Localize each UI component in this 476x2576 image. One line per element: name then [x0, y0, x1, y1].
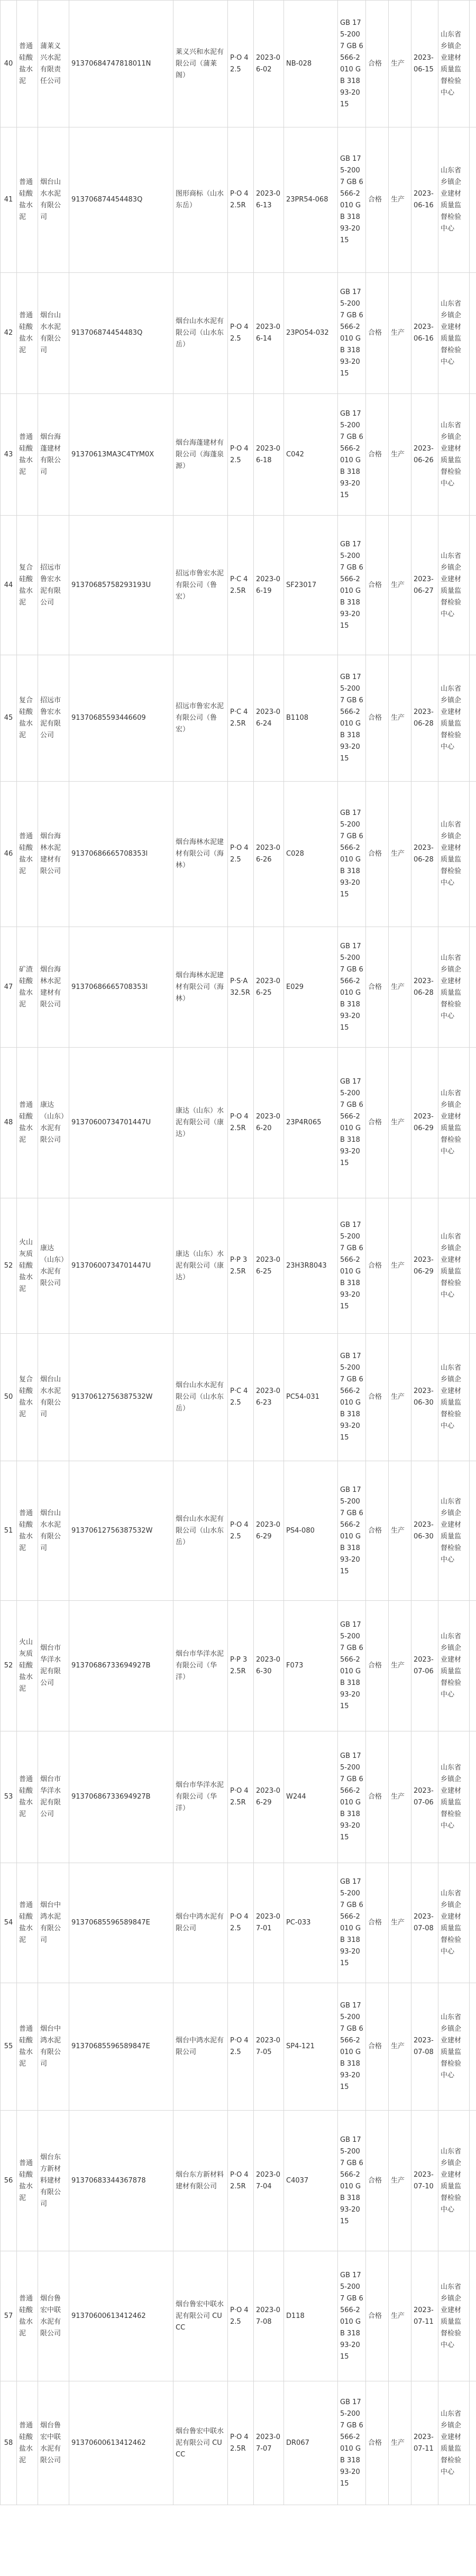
cell-trademark: 烟台海林水泥建材有限公司（海林） [173, 782, 228, 927]
cell-enterprise-name: 烟台山水水泥有限公司 [38, 1461, 69, 1601]
cell-sample-type: 生产 [389, 1334, 411, 1461]
cell-product-category: 普通硅酸盐水泥 [17, 1461, 38, 1601]
cell-trademark: 烟台中鸿水泥有限公司 [173, 1983, 228, 2111]
cell-credit-code: 91370600613412462 [69, 2381, 173, 2505]
cell-enterprise-name: 烟台市华洋水泥有限公司 [38, 1601, 69, 1731]
cell-credit-code: 91370600734701447U [69, 1048, 173, 1198]
cell-row-number: 43 [1, 394, 17, 516]
cell-standard: GB 175-2007 GB 6566-2010 GB 31893-2015 [338, 127, 366, 273]
cell-production-date: 2023-06-25 [254, 927, 284, 1048]
cell-enterprise-name: 烟台海林水泥建材有限公司 [38, 782, 69, 927]
cell-batch-number: PC-033 [284, 1863, 338, 1983]
cell-trademark: 烟台市华洋水泥有限公司（华洋） [173, 1731, 228, 1863]
table-row [1, 1601, 476, 1731]
cell-production-date: 2023-06-26 [254, 782, 284, 927]
cell-trademark: 康达（山东）水泥有限公司（康达） [173, 1048, 228, 1198]
cell-row-number: 40 [1, 1, 17, 127]
cell-publish-date: 2023-06-29 [411, 1198, 438, 1334]
cell-production-date: 2023-07-01 [254, 1863, 284, 1983]
cell-spacer [470, 1601, 476, 1731]
cell-enterprise-name: 烟台中鸿水泥有限公司 [38, 1863, 69, 1983]
cell-standard: GB 175-2007 GB 6566-2010 GB 31893-2015 [338, 1048, 366, 1198]
cell-product-category: 普通硅酸盐水泥 [17, 273, 38, 394]
cell-batch-number: 23PR54-068 [284, 127, 338, 273]
cell-specification: P·O 42.5R [228, 2111, 254, 2251]
cell-publish-date: 2023-06-28 [411, 927, 438, 1048]
cell-row-number: 55 [1, 1983, 17, 2111]
cell-spacer [470, 1048, 476, 1198]
table-row [1, 927, 476, 1048]
cell-product-category: 普通硅酸盐水泥 [17, 2381, 38, 2505]
cell-production-date: 2023-07-07 [254, 2381, 284, 2505]
cell-batch-number: C028 [284, 782, 338, 927]
cell-publish-date: 2023-07-10 [411, 2111, 438, 2251]
cell-product-category: 普通硅酸盐水泥 [17, 1863, 38, 1983]
cell-specification: P·C 42.5 [228, 1334, 254, 1461]
cell-publish-date: 2023-07-08 [411, 1983, 438, 2111]
cell-inspection-org: 山东省乡镇企业建材质量监督检验中心 [438, 2381, 470, 2505]
cell-batch-number: D118 [284, 2251, 338, 2381]
cell-trademark: 烟台山水水泥有限公司（山水东岳） [173, 273, 228, 394]
cell-production-date: 2023-06-23 [254, 1334, 284, 1461]
cell-specification: P·O 42.5 [228, 1863, 254, 1983]
cell-result: 合格 [366, 1334, 389, 1461]
cell-credit-code: 91370686733694927B [69, 1731, 173, 1863]
cell-row-number: 42 [1, 273, 17, 394]
cell-result: 合格 [366, 927, 389, 1048]
cell-production-date: 2023-06-24 [254, 655, 284, 782]
table-row [1, 1198, 476, 1334]
cell-standard: GB 175-2007 GB 6566-2010 GB 31893-2015 [338, 516, 366, 655]
cell-batch-number: NB-028 [284, 1, 338, 127]
cell-credit-code: 91370684747818011N [69, 1, 173, 127]
cell-sample-type: 生产 [389, 1863, 411, 1983]
cell-specification: P·S·A 32.5R [228, 927, 254, 1048]
cell-result: 合格 [366, 2111, 389, 2251]
cell-production-date: 2023-07-08 [254, 2251, 284, 2381]
cell-spacer [470, 127, 476, 273]
cell-batch-number: B1108 [284, 655, 338, 782]
table-row [1, 782, 476, 927]
cell-sample-type: 生产 [389, 655, 411, 782]
cell-publish-date: 2023-07-08 [411, 1863, 438, 1983]
cell-specification: P·P 32.5R [228, 1198, 254, 1334]
cell-enterprise-name: 烟台鲁宏中联水泥有限公司 [38, 2381, 69, 2505]
table-row [1, 655, 476, 782]
cell-inspection-org: 山东省乡镇企业建材质量监督检验中心 [438, 394, 470, 516]
cell-specification: P·O 42.5 [228, 2251, 254, 2381]
cell-result: 合格 [366, 1983, 389, 2111]
cell-specification: P·O 42.5R [228, 127, 254, 273]
cell-batch-number: E029 [284, 927, 338, 1048]
cell-specification: P·O 42.5R [228, 1048, 254, 1198]
cell-row-number: 50 [1, 1334, 17, 1461]
table-row [1, 2381, 476, 2505]
cell-row-number: 51 [1, 1461, 17, 1601]
cell-row-number: 58 [1, 2381, 17, 2505]
cell-row-number: 57 [1, 2251, 17, 2381]
cell-enterprise-name: 烟台山水水泥有限公司 [38, 1334, 69, 1461]
cell-sample-type: 生产 [389, 2251, 411, 2381]
cell-publish-date: 2023-07-11 [411, 2251, 438, 2381]
cell-result: 合格 [366, 127, 389, 273]
cell-specification: P·P 32.5R [228, 1601, 254, 1731]
cell-enterprise-name: 康达（山东）水泥有限公司 [38, 1198, 69, 1334]
cell-production-date: 2023-06-13 [254, 127, 284, 273]
cell-result: 合格 [366, 1, 389, 127]
cell-publish-date: 2023-07-06 [411, 1601, 438, 1731]
cell-batch-number: SP4-121 [284, 1983, 338, 2111]
cell-row-number: 47 [1, 927, 17, 1048]
table-row [1, 516, 476, 655]
cell-credit-code: 91370600613412462 [69, 2251, 173, 2381]
cell-trademark: 烟台山水水泥有限公司（山水东岳） [173, 1334, 228, 1461]
cell-trademark: 烟台海蓬建材有限公司（海蓬泉源） [173, 394, 228, 516]
cell-specification: P·O 42.5 [228, 1461, 254, 1601]
cell-row-number: 46 [1, 782, 17, 927]
cell-enterprise-name: 烟台鲁宏中联水泥有限公司 [38, 2251, 69, 2381]
cell-spacer [470, 1863, 476, 1983]
cell-standard: GB 175-2007 GB 6566-2010 GB 31893-2015 [338, 655, 366, 782]
cell-publish-date: 2023-07-06 [411, 1731, 438, 1863]
table-row [1, 1048, 476, 1198]
cell-result: 合格 [366, 1601, 389, 1731]
cell-trademark: 烟台山水水泥有限公司（山水东岳） [173, 1461, 228, 1601]
cell-sample-type: 生产 [389, 1198, 411, 1334]
cell-enterprise-name: 烟台东方新材料建材有限公司 [38, 2111, 69, 2251]
cell-standard: GB 175-2007 GB 6566-2010 GB 31893-2015 [338, 1601, 366, 1731]
cell-product-category: 复合硅酸盐水泥 [17, 655, 38, 782]
cell-specification: P·O 42.5 [228, 273, 254, 394]
cell-row-number: 52 [1, 1198, 17, 1334]
cell-standard: GB 175-2007 GB 6566-2010 GB 31893-2015 [338, 2111, 366, 2251]
cell-row-number: 45 [1, 655, 17, 782]
cell-product-category: 普通硅酸盐水泥 [17, 2111, 38, 2251]
cell-production-date: 2023-07-05 [254, 1983, 284, 2111]
cell-standard: GB 175-2007 GB 6566-2010 GB 31893-2015 [338, 927, 366, 1048]
cell-trademark: 招远市鲁宏水泥有限公司（鲁宏） [173, 516, 228, 655]
cell-trademark: 烟台中鸿水泥有限公司 [173, 1863, 228, 1983]
cell-row-number: 56 [1, 2111, 17, 2251]
cell-row-number: 53 [1, 1731, 17, 1863]
cell-result: 合格 [366, 2381, 389, 2505]
cell-batch-number: W244 [284, 1731, 338, 1863]
cell-trademark: 烟台鲁宏中联水泥有限公司 CUCC [173, 2251, 228, 2381]
cell-production-date: 2023-06-20 [254, 1048, 284, 1198]
cell-inspection-org: 山东省乡镇企业建材质量监督检验中心 [438, 127, 470, 273]
cell-publish-date: 2023-06-26 [411, 394, 438, 516]
cell-product-category: 复合硅酸盐水泥 [17, 1334, 38, 1461]
cell-inspection-org: 山东省乡镇企业建材质量监督检验中心 [438, 782, 470, 927]
cell-inspection-org: 山东省乡镇企业建材质量监督检验中心 [438, 1198, 470, 1334]
cell-row-number: 52 [1, 1601, 17, 1731]
cell-production-date: 2023-06-19 [254, 516, 284, 655]
cell-sample-type: 生产 [389, 1, 411, 127]
cell-credit-code: 91370685596589847E [69, 1983, 173, 2111]
cell-trademark: 烟台海林水泥建材有限公司（海林） [173, 927, 228, 1048]
cell-sample-type: 生产 [389, 1461, 411, 1601]
table-row [1, 2251, 476, 2381]
cell-specification: P·O 42.5 [228, 1983, 254, 2111]
cell-result: 合格 [366, 273, 389, 394]
cell-credit-code: 91370683344367878 [69, 2111, 173, 2251]
cell-spacer [470, 927, 476, 1048]
cell-sample-type: 生产 [389, 927, 411, 1048]
cell-credit-code: 91370686665708353l [69, 927, 173, 1048]
cell-standard: GB 175-2007 GB 6566-2010 GB 31893-2015 [338, 782, 366, 927]
cell-row-number: 54 [1, 1863, 17, 1983]
cell-trademark: 莱义兴和水泥有限公司（蒲莱阁） [173, 1, 228, 127]
cell-result: 合格 [366, 1863, 389, 1983]
cell-spacer [470, 2111, 476, 2251]
cell-sample-type: 生产 [389, 1731, 411, 1863]
cell-standard: GB 175-2007 GB 6566-2010 GB 31893-2015 [338, 1731, 366, 1863]
cell-inspection-org: 山东省乡镇企业建材质量监督检验中心 [438, 1334, 470, 1461]
cell-result: 合格 [366, 394, 389, 516]
cell-batch-number: 23PO54-032 [284, 273, 338, 394]
cell-inspection-org: 山东省乡镇企业建材质量监督检验中心 [438, 2251, 470, 2381]
cell-result: 合格 [366, 1461, 389, 1601]
cell-product-category: 普通硅酸盐水泥 [17, 1, 38, 127]
table-row [1, 1863, 476, 1983]
cell-batch-number: C4037 [284, 2111, 338, 2251]
cell-credit-code: 913706874454483Q [69, 127, 173, 273]
cell-row-number: 41 [1, 127, 17, 273]
cell-batch-number: SF23017 [284, 516, 338, 655]
cell-result: 合格 [366, 1198, 389, 1334]
cell-spacer [470, 273, 476, 394]
cell-trademark: 烟台市华洋水泥有限公司（华洋） [173, 1601, 228, 1731]
cell-result: 合格 [366, 782, 389, 927]
cell-spacer [470, 782, 476, 927]
cell-standard: GB 175-2007 GB 6566-2010 GB 31893-2015 [338, 1334, 366, 1461]
cell-spacer [470, 1198, 476, 1334]
cell-credit-code: 91370686733694927B [69, 1601, 173, 1731]
cell-standard: GB 175-2007 GB 6566-2010 GB 31893-2015 [338, 273, 366, 394]
cell-trademark: 烟台东方新材料建材有限公司 [173, 2111, 228, 2251]
cell-enterprise-name: 康达（山东）水泥有限公司 [38, 1048, 69, 1198]
cell-enterprise-name: 招远市鲁宏水泥有限公司 [38, 655, 69, 782]
cell-standard: GB 175-2007 GB 6566-2010 GB 31893-2015 [338, 1983, 366, 2111]
cell-credit-code: 91370685758293193U [69, 516, 173, 655]
cell-publish-date: 2023-06-29 [411, 1048, 438, 1198]
cell-batch-number: 23P4R065 [284, 1048, 338, 1198]
cell-result: 合格 [366, 516, 389, 655]
cell-production-date: 2023-07-04 [254, 2111, 284, 2251]
cell-standard: GB 175-2007 GB 6566-2010 GB 31893-2015 [338, 1461, 366, 1601]
cell-sample-type: 生产 [389, 516, 411, 655]
cell-row-number: 44 [1, 516, 17, 655]
cell-inspection-org: 山东省乡镇企业建材质量监督检验中心 [438, 2111, 470, 2251]
cell-batch-number: PS4-080 [284, 1461, 338, 1601]
cell-production-date: 2023-06-25 [254, 1198, 284, 1334]
cell-sample-type: 生产 [389, 273, 411, 394]
cell-specification: P·O 42.5R [228, 2381, 254, 2505]
cell-specification: P·O 42.5 [228, 394, 254, 516]
cell-spacer [470, 394, 476, 516]
cell-inspection-org: 山东省乡镇企业建材质量监督检验中心 [438, 1983, 470, 2111]
cell-credit-code: 91370600734701447U [69, 1198, 173, 1334]
cell-enterprise-name: 招远市鲁宏水泥有限公司 [38, 516, 69, 655]
cell-publish-date: 2023-06-15 [411, 1, 438, 127]
cell-credit-code: 913706874454483Q [69, 273, 173, 394]
cell-sample-type: 生产 [389, 1983, 411, 2111]
cell-specification: P·O 42.5 [228, 1, 254, 127]
table-row [1, 273, 476, 394]
cell-production-date: 2023-06-29 [254, 1461, 284, 1601]
cell-enterprise-name: 烟台市华洋水泥有限公司 [38, 1731, 69, 1863]
cell-trademark: 招远市鲁宏水泥有限公司（鲁宏） [173, 655, 228, 782]
cell-product-category: 普通硅酸盐水泥 [17, 782, 38, 927]
cell-publish-date: 2023-06-30 [411, 1334, 438, 1461]
cell-batch-number: C042 [284, 394, 338, 516]
cell-spacer [470, 655, 476, 782]
cell-specification: P·C 42.5R [228, 655, 254, 782]
cell-inspection-org: 山东省乡镇企业建材质量监督检验中心 [438, 655, 470, 782]
cell-credit-code: 91370685596589847E [69, 1863, 173, 1983]
cell-sample-type: 生产 [389, 782, 411, 927]
cell-credit-code: 91370686665708353l [69, 782, 173, 927]
cell-enterprise-name: 烟台山水水泥有限公司 [38, 127, 69, 273]
cell-specification: P·O 42.5R [228, 1731, 254, 1863]
cell-credit-code: 91370612756387532W [69, 1334, 173, 1461]
cell-spacer [470, 1334, 476, 1461]
cell-batch-number: PC54-031 [284, 1334, 338, 1461]
cell-spacer [470, 2381, 476, 2505]
cell-result: 合格 [366, 655, 389, 782]
cell-standard: GB 175-2007 GB 6566-2010 GB 31893-2015 [338, 2381, 366, 2505]
cell-inspection-org: 山东省乡镇企业建材质量监督检验中心 [438, 1461, 470, 1601]
cell-standard: GB 175-2007 GB 6566-2010 GB 31893-2015 [338, 2251, 366, 2381]
cell-standard: GB 175-2007 GB 6566-2010 GB 31893-2015 [338, 1863, 366, 1983]
cell-inspection-org: 山东省乡镇企业建材质量监督检验中心 [438, 1731, 470, 1863]
cell-production-date: 2023-06-02 [254, 1, 284, 127]
cell-inspection-org: 山东省乡镇企业建材质量监督检验中心 [438, 516, 470, 655]
cell-batch-number: 23H3R8043 [284, 1198, 338, 1334]
cell-batch-number: DR067 [284, 2381, 338, 2505]
cell-inspection-org: 山东省乡镇企业建材质量监督检验中心 [438, 1863, 470, 1983]
table-row [1, 1, 476, 127]
cell-inspection-org: 山东省乡镇企业建材质量监督检验中心 [438, 1601, 470, 1731]
cell-sample-type: 生产 [389, 1048, 411, 1198]
table-row [1, 1461, 476, 1601]
cell-publish-date: 2023-06-28 [411, 655, 438, 782]
cell-publish-date: 2023-06-16 [411, 273, 438, 394]
cell-result: 合格 [366, 2251, 389, 2381]
cell-spacer [470, 1983, 476, 2111]
cell-product-category: 普通硅酸盐水泥 [17, 1048, 38, 1198]
cell-enterprise-name: 烟台海蓬建材有限公司 [38, 394, 69, 516]
cell-enterprise-name: 蒲莱义兴水泥有限责任公司 [38, 1, 69, 127]
cell-product-category: 普通硅酸盐水泥 [17, 2251, 38, 2381]
cell-trademark: 烟台鲁宏中联水泥有限公司 CUCC [173, 2381, 228, 2505]
cell-publish-date: 2023-07-11 [411, 2381, 438, 2505]
cell-sample-type: 生产 [389, 394, 411, 516]
cell-spacer [470, 516, 476, 655]
table-row [1, 1731, 476, 1863]
cell-trademark: 图形商标（山水东岳） [173, 127, 228, 273]
cell-publish-date: 2023-06-28 [411, 782, 438, 927]
table-row [1, 1983, 476, 2111]
cell-sample-type: 生产 [389, 127, 411, 273]
cell-product-category: 复合硅酸盐水泥 [17, 516, 38, 655]
table-row [1, 127, 476, 273]
cell-production-date: 2023-06-30 [254, 1601, 284, 1731]
cell-spacer [470, 1731, 476, 1863]
cell-specification: P·O 42.5 [228, 782, 254, 927]
cell-standard: GB 175-2007 GB 6566-2010 GB 31893-2015 [338, 1198, 366, 1334]
cell-spacer [470, 1461, 476, 1601]
cell-spacer [470, 2251, 476, 2381]
cell-sample-type: 生产 [389, 1601, 411, 1731]
cell-standard: GB 175-2007 GB 6566-2010 GB 31893-2015 [338, 1, 366, 127]
cell-enterprise-name: 烟台中鸿水泥有限公司 [38, 1983, 69, 2111]
cell-standard: GB 175-2007 GB 6566-2010 GB 31893-2015 [338, 394, 366, 516]
cell-product-category: 火山灰质硅酸盐水泥 [17, 1601, 38, 1731]
cell-row-number: 48 [1, 1048, 17, 1198]
cell-publish-date: 2023-06-30 [411, 1461, 438, 1601]
cell-enterprise-name: 烟台海林水泥建材有限公司 [38, 927, 69, 1048]
cell-credit-code: 91370612756387532W [69, 1461, 173, 1601]
cell-result: 合格 [366, 1048, 389, 1198]
cell-production-date: 2023-06-18 [254, 394, 284, 516]
table-row [1, 2111, 476, 2251]
cell-credit-code: 91370685593446609 [69, 655, 173, 782]
cell-inspection-org: 山东省乡镇企业建材质量监督检验中心 [438, 273, 470, 394]
table-row [1, 394, 476, 516]
cell-inspection-org: 山东省乡镇企业建材质量监督检验中心 [438, 927, 470, 1048]
cell-enterprise-name: 烟台山水水泥有限公司 [38, 273, 69, 394]
cell-publish-date: 2023-06-27 [411, 516, 438, 655]
cell-product-category: 普通硅酸盐水泥 [17, 394, 38, 516]
cell-product-category: 矿渣硅酸盐水泥 [17, 927, 38, 1048]
cell-production-date: 2023-06-14 [254, 273, 284, 394]
cell-inspection-org: 山东省乡镇企业建材质量监督检验中心 [438, 1, 470, 127]
cell-sample-type: 生产 [389, 2111, 411, 2251]
cell-spacer [470, 1, 476, 127]
cell-result: 合格 [366, 1731, 389, 1863]
cell-product-category: 普通硅酸盐水泥 [17, 1983, 38, 2111]
cell-inspection-org: 山东省乡镇企业建材质量监督检验中心 [438, 1048, 470, 1198]
cell-product-category: 普通硅酸盐水泥 [17, 127, 38, 273]
table-row [1, 1334, 476, 1461]
cell-trademark: 康达（山东）水泥有限公司（康达） [173, 1198, 228, 1334]
cell-sample-type: 生产 [389, 2381, 411, 2505]
cell-production-date: 2023-06-29 [254, 1731, 284, 1863]
cell-credit-code: 91370613MA3C4TYM0X [69, 394, 173, 516]
cell-product-category: 火山灰质硅酸盐水泥 [17, 1198, 38, 1334]
cell-publish-date: 2023-06-16 [411, 127, 438, 273]
cell-product-category: 普通硅酸盐水泥 [17, 1731, 38, 1863]
cell-specification: P·C 42.5R [228, 516, 254, 655]
inspection-table-body [1, 1, 476, 2505]
cell-batch-number: F073 [284, 1601, 338, 1731]
